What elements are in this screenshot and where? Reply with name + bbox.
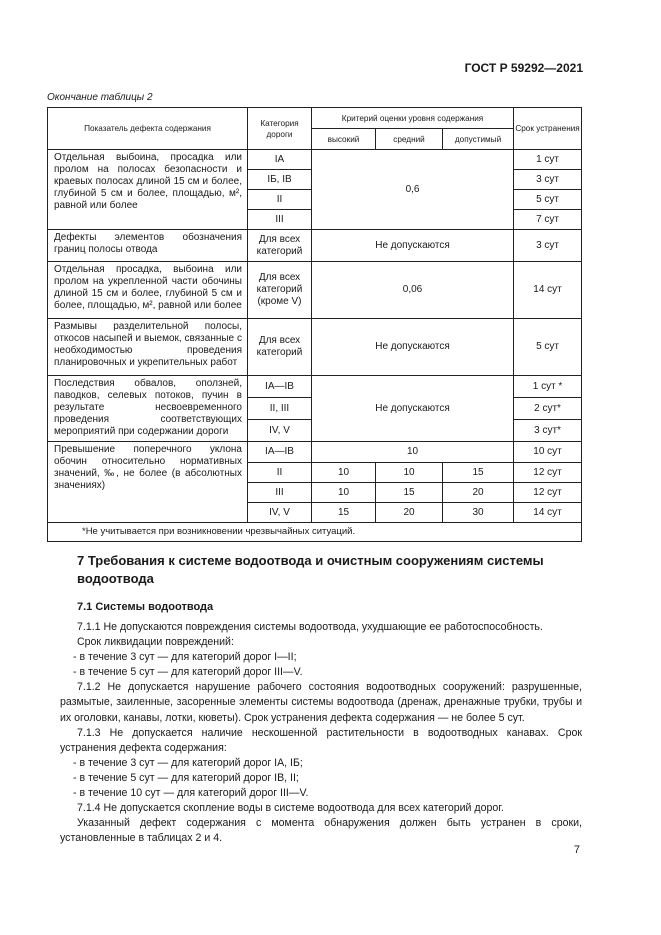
row4-term: 5 сут — [514, 319, 582, 376]
list-item: - в течение 3 сут — для категорий дорог IA, IБ; — [73, 756, 303, 769]
row1-cat: III — [248, 210, 312, 230]
header-defect: Показатель дефекта содержания — [48, 108, 248, 150]
row2-cat: Для всех категорий — [248, 230, 312, 262]
header-medium: средний — [376, 129, 443, 150]
row1-term: 3 сут — [514, 170, 582, 190]
row6-term: 10 сут — [514, 442, 582, 463]
row6-medium: 20 — [376, 503, 443, 523]
row6-cat: II — [248, 463, 312, 483]
page-number: 7 — [573, 844, 580, 856]
row5-desc: Последствия обвалов, оползней, паводков, селевых потоков, пучин в результате несвоевременного проведения соответствующих мероприятий при содержании дороги — [48, 376, 248, 442]
list-item: - в течение 5 сут — для категорий дорог IB, II; — [73, 771, 299, 784]
list-item: - в течение 5 сут — для категорий дорог III—V. — [73, 666, 303, 679]
row4-desc: Размывы разделительной полосы, откосов насыпей и выемок, связанные с необходимостью проведения планировочных и укрепительных работ — [48, 319, 248, 376]
row2-term: 3 сут — [514, 230, 582, 262]
row6-high: 10 — [312, 463, 376, 483]
section-body — [60, 620, 582, 846]
subsection-title: 7.1 Системы водоотвода — [77, 601, 214, 613]
row5-term: 1 сут * — [514, 376, 582, 398]
header-high: высокий — [312, 129, 376, 150]
row5-cat: IV, V — [248, 420, 312, 442]
list-item: - в течение 10 сут — для категорий дорог III—V. — [73, 787, 309, 800]
row6-value: 10 — [312, 442, 514, 463]
header-criterion: Критерий оценки уровня содержания — [312, 108, 514, 129]
paragraph: 7.1.2 Не допускается нарушение рабочего состояния водоотводных сооружений: разрушенные, размытые, заиленные, засоренные элементы системы водоотвода (дренаж, дренажные трубки, трубы и их оголовки, канавы, лотки, кюветы). Срок устранения дефекта содержания — не более 5 сут. — [60, 681, 582, 724]
row5-cat: II, III — [248, 398, 312, 420]
paragraph: 7.1.4 Не допускается скопление воды в системе водоотвода для всех категорий дорог. — [77, 802, 504, 815]
header-acceptable: допустимый — [443, 129, 514, 150]
row5-term: 3 сут* — [514, 420, 582, 442]
row6-term: 12 сут — [514, 483, 582, 503]
row3-desc: Отдельная просадка, выбоина или пролом на укрепленной части обочины длиной 15 см и более, глубиной 5 см и более, площадью, м², равной или более — [48, 262, 248, 319]
row4-cat: Для всех категорий — [248, 319, 312, 376]
row6-desc: Превышение поперечного уклона обочин относительно нормативных значений, ‰, не более (в абсолютных значениях) — [48, 442, 248, 523]
row3-term: 14 сут — [514, 262, 582, 319]
row6-term: 14 сут — [514, 503, 582, 523]
defects-table — [47, 107, 582, 542]
row1-value: 0,6 — [312, 150, 514, 230]
row6-acceptable: 20 — [443, 483, 514, 503]
header-term: Срок устранения — [514, 108, 582, 150]
row6-cat: III — [248, 483, 312, 503]
row6-acceptable: 15 — [443, 463, 514, 483]
row2-desc: Дефекты элементов обозначения границ полосы отвода — [48, 230, 248, 262]
row1-term: 7 сут — [514, 210, 582, 230]
row6-medium: 15 — [376, 483, 443, 503]
row2-value: Не допускаются — [312, 230, 514, 262]
list-item: - в течение 3 сут — для категорий дорог I—II; — [73, 651, 297, 664]
paragraph: Срок ликвидации повреждений: — [77, 636, 234, 649]
row1-term: 1 сут — [514, 150, 582, 170]
row6-high: 15 — [312, 503, 376, 523]
header-category: Категория дороги — [248, 108, 312, 150]
table-footnote: *Не учитывается при возникновении чрезвычайных ситуаций. — [48, 523, 582, 542]
row3-value: 0,06 — [312, 262, 514, 319]
row1-cat: IБ, IB — [248, 170, 312, 190]
row1-desc: Отдельная выбоина, просадка или пролом на полосах безопасности и краевых полосах длиной 15 см и более, глубиной 5 см и более, площадью, м², равной или более — [48, 150, 248, 230]
paragraph: Указанный дефект содержания с момента обнаружения должен быть устранен в сроки, установленные в таблицах 2 и 4. — [60, 817, 582, 845]
row3-cat: Для всех категорий (кроме V) — [248, 262, 312, 319]
row6-term: 12 сут — [514, 463, 582, 483]
row5-cat: IA—IB — [248, 376, 312, 398]
row1-cat: IA — [248, 150, 312, 170]
paragraph: 7.1.3 Не допускается наличие нескошенной растительности в водоотводных канавах. Срок устранения дефекта содержания: — [60, 726, 582, 754]
row6-cat: IA—IB — [248, 442, 312, 463]
row4-value: Не допускаются — [312, 319, 514, 376]
row6-high: 10 — [312, 483, 376, 503]
section-title: 7 Требования к системе водоотвода и очистным сооружениям системы водоотвода — [77, 553, 544, 586]
row6-cat: IV, V — [248, 503, 312, 523]
row1-term: 5 сут — [514, 190, 582, 210]
row5-term: 2 сут* — [514, 398, 582, 420]
row6-medium: 10 — [376, 463, 443, 483]
row5-value: Не допускаются — [312, 376, 514, 442]
standard-header: ГОСТ Р 59292—2021 — [464, 61, 583, 75]
table-caption: Окончание таблицы 2 — [47, 92, 153, 103]
paragraph: 7.1.1 Не допускаются повреждения системы водоотвода, ухудшающие ее работоспособность. — [77, 621, 543, 633]
row1-cat: II — [248, 190, 312, 210]
row6-acceptable: 30 — [443, 503, 514, 523]
